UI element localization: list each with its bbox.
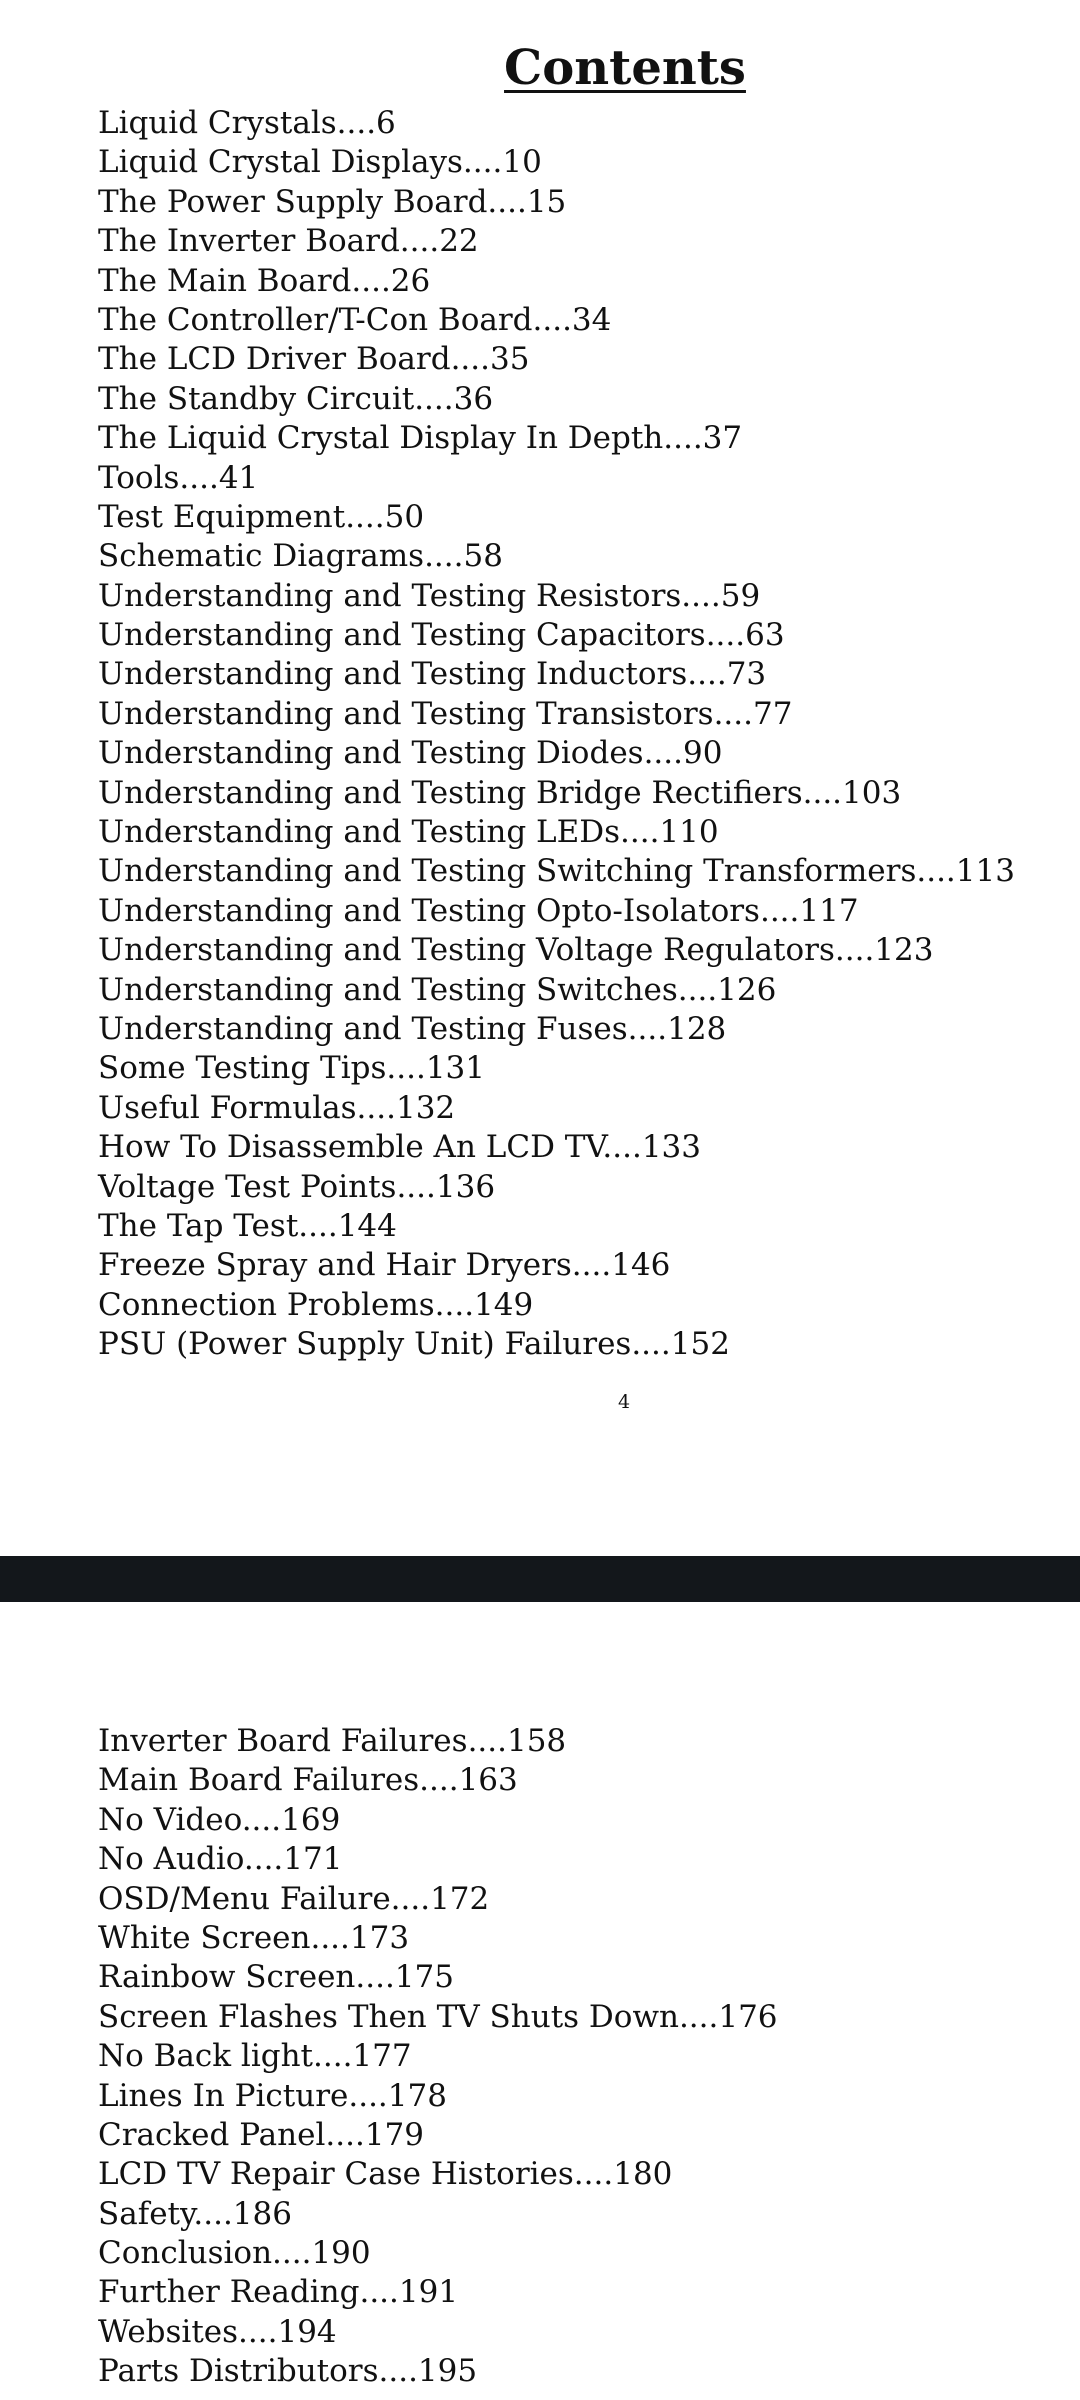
toc-entry: Understanding and Testing Diodes....90 [98,735,723,772]
toc-entry: Rainbow Screen....175 [98,1959,454,1996]
toc-entry: Tools....41 [98,459,259,496]
toc-entry: The Inverter Board....22 [98,223,479,260]
toc-entry: Connection Problems....149 [98,1286,534,1323]
toc-entry: The Main Board....26 [98,262,431,299]
toc-entry: Liquid Crystal Displays....10 [98,144,542,181]
table-of-contents [98,104,1015,1365]
toc-entry: Understanding and Testing Switching Transformers....113 [98,853,1015,890]
toc-entry: Liquid Crystals....6 [98,105,396,141]
toc-entry: Voltage Test Points....136 [98,1168,496,1205]
toc-entry: Understanding and Testing Resistors....59 [98,577,761,614]
toc-entry: No Back light....177 [98,2038,412,2075]
toc-entry: Parts Distributors....195 [98,2353,478,2390]
toc-entry: No Video....169 [98,1801,341,1838]
toc-entry: Schematic Diagrams....58 [98,538,503,575]
toc-entry: The Power Supply Board....15 [98,183,567,220]
toc-entry: Understanding and Testing Switches....126 [98,971,777,1008]
toc-entry: White Screen....173 [98,1919,410,1956]
toc-entry: The Standby Circuit....36 [98,380,494,417]
toc-entry: Cracked Panel....179 [98,2116,424,2153]
page-divider [0,1556,1080,1602]
toc-entry: The LCD Driver Board....35 [98,341,530,378]
toc-entry: Understanding and Testing Capacitors....63 [98,617,785,654]
toc-entry: Screen Flashes Then TV Shuts Down....176 [98,1998,778,2035]
toc-entry: OSD/Menu Failure....172 [98,1880,490,1917]
toc-entry: Understanding and Testing Opto-Isolators....117 [98,892,859,929]
toc-entry: The Liquid Crystal Display In Depth....37 [98,420,743,457]
toc-entry: Main Board Failures....163 [98,1762,518,1799]
page-title: Contents [504,40,746,97]
toc-entry: LCD TV Repair Case Histories....180 [98,2156,673,2193]
toc-entry: Useful Formulas....132 [98,1089,456,1126]
toc-entry: Lines In Picture....178 [98,2077,447,2114]
toc-entry: How To Disassemble An LCD TV....133 [98,1129,702,1166]
toc-entry: Understanding and Testing Inductors....73 [98,656,767,693]
toc-entry: Understanding and Testing Voltage Regulators....123 [98,932,934,969]
toc-entry: The Controller/T-Con Board....34 [98,301,612,338]
toc-entry: Understanding and Testing Fuses....128 [98,1010,727,1047]
document-page-2 [0,1602,1080,2400]
table-of-contents-continued [98,1722,778,2392]
page-number: 4 [617,1391,631,1413]
toc-entry: The Tap Test....144 [98,1207,397,1244]
toc-entry: Websites....194 [98,2313,337,2350]
toc-entry: Understanding and Testing Bridge Rectifiers....103 [98,774,902,811]
toc-entry: Test Equipment....50 [98,498,425,535]
toc-entry: Understanding and Testing Transistors....77 [98,695,793,732]
toc-entry: Further Reading....191 [98,2274,459,2311]
toc-entry: Safety....186 [98,2195,292,2232]
toc-entry: Some Testing Tips....131 [98,1050,485,1087]
toc-entry: Understanding and Testing LEDs....110 [98,814,719,851]
toc-entry: Conclusion....190 [98,2235,371,2272]
toc-entry: Inverter Board Failures....158 [98,1723,567,1759]
toc-entry: PSU (Power Supply Unit) Failures....152 [98,1326,730,1363]
toc-entry: No Audio....171 [98,1841,343,1878]
toc-entry: Freeze Spray and Hair Dryers....146 [98,1247,671,1284]
